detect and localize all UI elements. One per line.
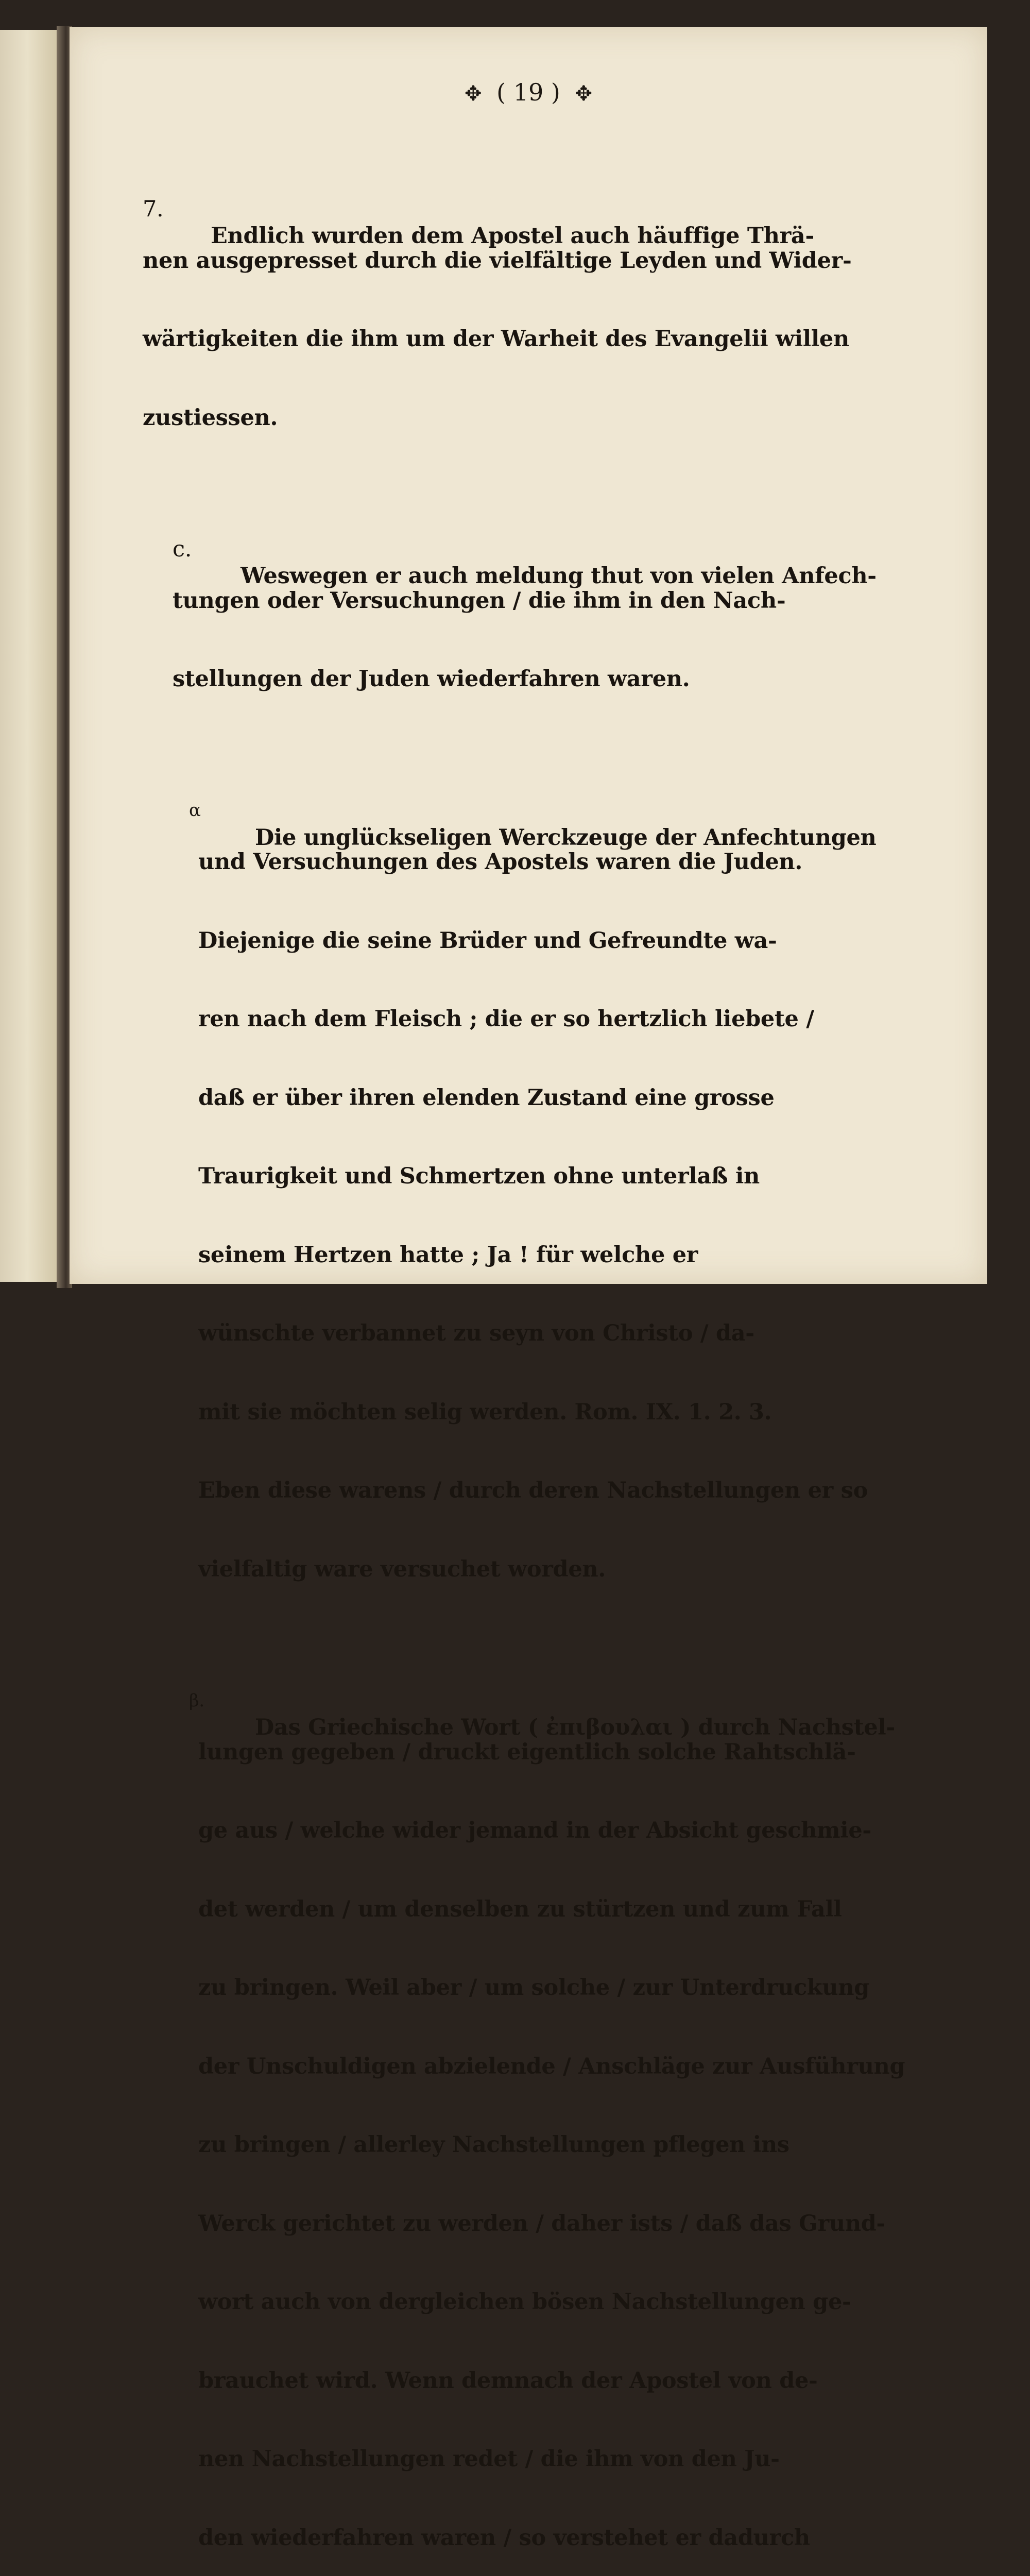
text-line: ge aus / welche wider jemand in der Absicht geschmie-	[198, 1818, 871, 1843]
text-line: Diejenige die seine Brüder und Gefreundte wa-	[198, 927, 777, 954]
text-line: seinem Hertzen hatte ; Ja ! für welche er	[198, 1242, 698, 1268]
page-header	[70, 78, 987, 106]
text-line: 7. Endlich wurden dem Apostel auch häuffige Thrä-	[143, 196, 815, 249]
text-line: tungen oder Versuchungen / die ihm in den Nach-	[173, 587, 786, 614]
ornament-right-icon: ✥	[575, 82, 592, 106]
text-line: wünschte verbannet zu seyn von Christo / da-	[198, 1320, 754, 1346]
text-line: zustiessen.	[143, 404, 278, 431]
left-facing-page-edge	[0, 30, 61, 1282]
text-line: α Die unglückseligen Werckzeuge der Anfechtungen	[70, 770, 987, 798]
text-line: det werden / um denselben zu stürtzen und zum Fall	[198, 1896, 842, 1922]
text-line: ren nach dem Fleisch ; die er so hertzlich liebete /	[198, 1006, 814, 1032]
section-marker-c: c.	[173, 536, 192, 562]
text-line: β. Das Griechische Wort ( ἐπιβουλαι ) durch Nachstel-	[70, 1660, 987, 1687]
section-marker-7: 7.	[143, 196, 164, 222]
section-marker-alpha: α	[189, 800, 201, 821]
text-line: nen Nachstellungen redet / die ihm von den Ju-	[198, 2446, 780, 2472]
text-line: daß er über ihren elenden Zustand eine grosse	[198, 1084, 775, 1111]
text-line: und Versuchungen des Apostels waren die Juden.	[198, 849, 803, 875]
page-number: ( 19 )	[496, 78, 560, 106]
ornament-left-icon: ✥	[465, 82, 482, 106]
text-line: mit sie möchten selig werden. Rom. IX. 1. 2. 3.	[198, 1399, 772, 1425]
text-line: vielfaltig ware versuchet worden.	[198, 1556, 606, 1582]
text-line: wort auch von dergleichen bösen Nachstellungen ge-	[198, 2289, 851, 2315]
text-line: stellungen der Juden wiederfahren waren.	[173, 666, 690, 692]
text-line: wärtigkeiten die ihm um der Warheit des Evangelii willen	[143, 326, 849, 352]
text-line: lungen gegeben / druckt eigentlich solche Rahtschlä-	[198, 1739, 856, 1765]
text-line: den wiederfahren waren / so verstehet er dadurch	[198, 2524, 810, 2551]
text-line: Eben diese warens / durch deren Nachstellungen er so	[198, 1478, 868, 1503]
book-page	[70, 27, 987, 2551]
text-line: zu bringen. Weil aber / um solche / zur Unterdruckung	[198, 1975, 869, 2001]
text-line: brauchet wird. Wenn demnach der Apostel von de-	[198, 2367, 818, 2394]
text-line: nen ausgepresset durch die vielfältige Leyden und Wider-	[143, 247, 852, 274]
text-line: Traurigkeit und Schmertzen ohne unterlaß in	[198, 1163, 760, 1189]
text-line: c. Weswegen er auch meldung thut von vielen Anfech-	[173, 536, 877, 589]
body-text	[70, 117, 987, 2576]
section-marker-beta: β.	[189, 1690, 204, 1711]
text-line: zu bringen / allerley Nachstellungen pflegen ins	[198, 2132, 789, 2158]
text-line: Werck gerichtet zu werden / daher ists / daß das Grund-	[198, 2210, 886, 2236]
text-line: der Unschuldigen abzielende / Anschläge zur Ausführung	[198, 2053, 905, 2079]
